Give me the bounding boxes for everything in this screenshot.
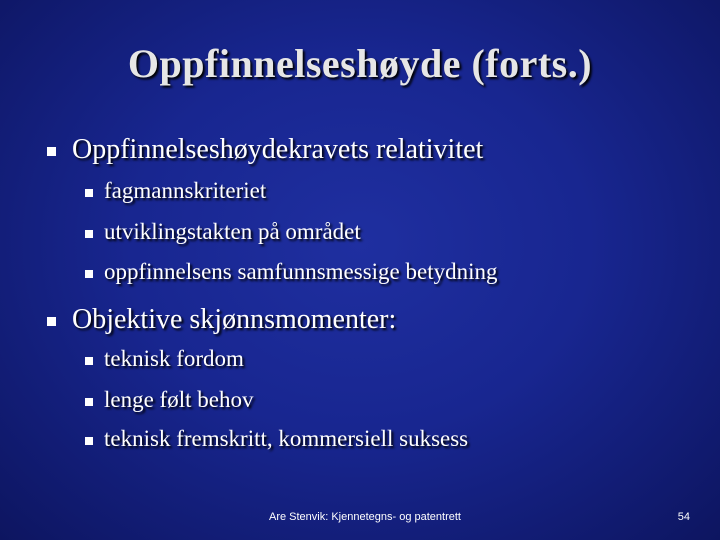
sub-bullet [104,426,468,452]
bullet-heading-2 [72,304,396,336]
sub-bullet-text: teknisk fremskritt, kommersiell suksess [104,426,469,451]
sub-bullet [104,219,361,245]
square-bullet-icon [85,398,93,406]
sub-bullet [104,178,266,204]
slide-footer: Are Stenvik: Kjennetegns- og patentrett [268,511,461,523]
square-bullet-icon [85,270,93,278]
page-number: 54 [677,511,690,523]
sub-bullet-text: utviklingstakten på området [104,219,361,244]
square-bullet-icon [85,189,93,197]
sub-bullet [104,346,244,372]
square-bullet-icon [85,357,93,365]
bullet-heading-text: Oppfinnelseshøydekravets relativitet [72,134,484,165]
sub-bullet [104,259,498,285]
sub-bullet-text: fagmannskriteriet [104,178,267,203]
square-bullet-icon [85,437,93,445]
sub-bullet-text: lenge følt behov [104,387,254,412]
sub-bullet-text: teknisk fordom [104,346,244,371]
square-bullet-icon [85,230,93,238]
sub-bullet [104,387,253,413]
square-bullet-icon [47,147,56,156]
sub-bullet-text: oppfinnelsens samfunnsmessige betydning [104,259,498,284]
slide-title: Oppfinnelseshøyde (forts.) [127,41,593,86]
square-bullet-icon [47,317,56,326]
bullet-heading-1 [72,134,483,166]
bullet-heading-text: Objektive skjønnsmomenter: [72,304,397,335]
